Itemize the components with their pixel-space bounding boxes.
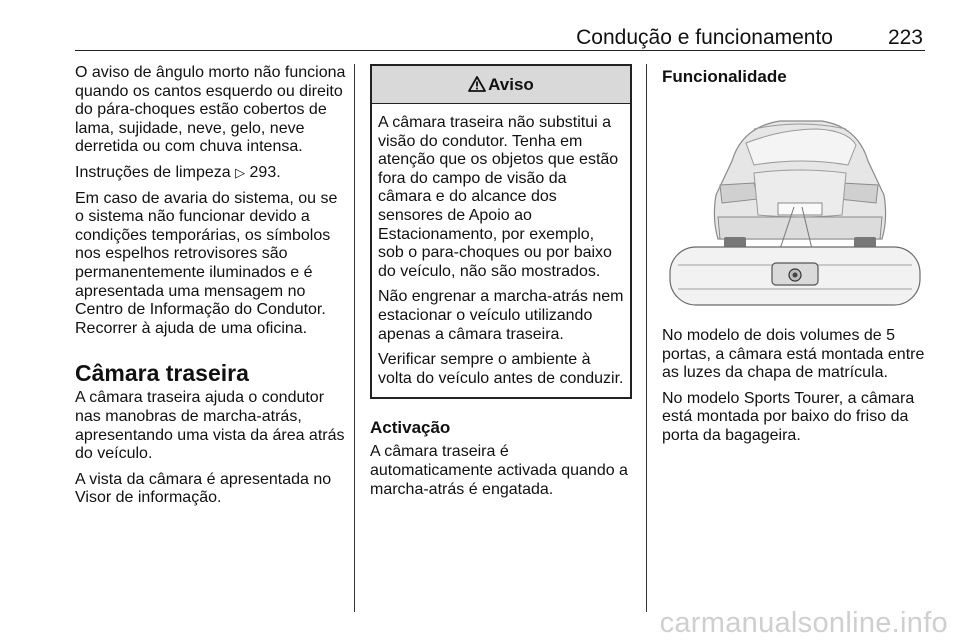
car-rear-illustration bbox=[662, 99, 928, 315]
camera-view-text: A vista da câmara é apresentada no Visor de informação. bbox=[75, 470, 332, 507]
cleaning-reference-text: Instruções de limpeza bbox=[75, 163, 236, 181]
warning-text-3: Verificar sempre o ambiente à volta do veículo antes de conduzir. bbox=[378, 351, 624, 387]
warning-title: Aviso bbox=[488, 75, 534, 94]
hatchback-camera-location-text: No modelo de dois volumes de 5 portas, a câmara está montada entre as luzes da chapa de matrícula. bbox=[662, 327, 925, 382]
sports-tourer-camera-location-text: No modelo Sports Tourer, a câmara está montada por baixo do friso da porta da bagageira. bbox=[662, 389, 915, 444]
cleaning-reference-page[interactable]: 293. bbox=[249, 163, 281, 181]
system-fault-text: Em caso de avaria do sistema, ou se o sistema não funcionar devido a condições temporárias, os símbolos nos espelhos retrovisores são permanentemente iluminados e é apresentada uma mensagem no Centro de Informação do Condutor. Recorrer à ajuda de uma oficina. bbox=[75, 189, 338, 337]
cleaning-reference bbox=[75, 164, 350, 183]
activation-text: A câmara traseira é automaticamente activada quando a marcha-atrás é engatada. bbox=[370, 443, 628, 498]
column-middle bbox=[370, 64, 632, 506]
watermark: carmanualsonline.info bbox=[659, 607, 948, 639]
page-number: 223 bbox=[887, 26, 923, 49]
warning-text-1: A câmara traseira não substitui a visão do condutor. Tenha em atenção que os objetos que estão fora do campo de visão da câmara e do alcance dos sensores de Apoio ao Estacionamento, por exemplo, sob o para-choques ou por baixo do veículo, não são mostrados. bbox=[378, 114, 619, 280]
column-left bbox=[75, 64, 350, 515]
column-divider bbox=[354, 64, 355, 612]
column-right bbox=[662, 64, 928, 453]
warning-text-2: Não engrenar a marcha-atrás nem estacionar o veículo utilizando apenas a câmara traseira. bbox=[378, 288, 624, 343]
rear-camera-illustration bbox=[662, 99, 928, 315]
warning-box bbox=[370, 64, 632, 399]
subsection-title-functionality: Funcionalidade bbox=[662, 67, 787, 86]
section-title: Câmara traseira bbox=[75, 360, 249, 387]
warning-header bbox=[372, 66, 630, 104]
column-divider bbox=[646, 64, 647, 612]
blind-spot-limitation-text: O aviso de ângulo morto não funciona quando os cantos esquerdo ou direito do pára-choques estão cobertos de lama, sujidade, neve, gelo, neve derretida ou com chuva intensa. bbox=[75, 64, 346, 156]
warning-body bbox=[372, 104, 630, 397]
warning-triangle-icon bbox=[468, 76, 486, 92]
page-header bbox=[75, 0, 925, 51]
subsection-title-activation: Activação bbox=[370, 418, 451, 438]
page-reference-arrow-icon: ▷ bbox=[235, 164, 246, 180]
rear-camera-intro-text: A câmara traseira ajuda o condutor nas manobras de marcha-atrás, apresentando uma vista da área atrás do veículo. bbox=[75, 389, 345, 463]
chapter-title: Condução e funcionamento bbox=[576, 26, 833, 49]
